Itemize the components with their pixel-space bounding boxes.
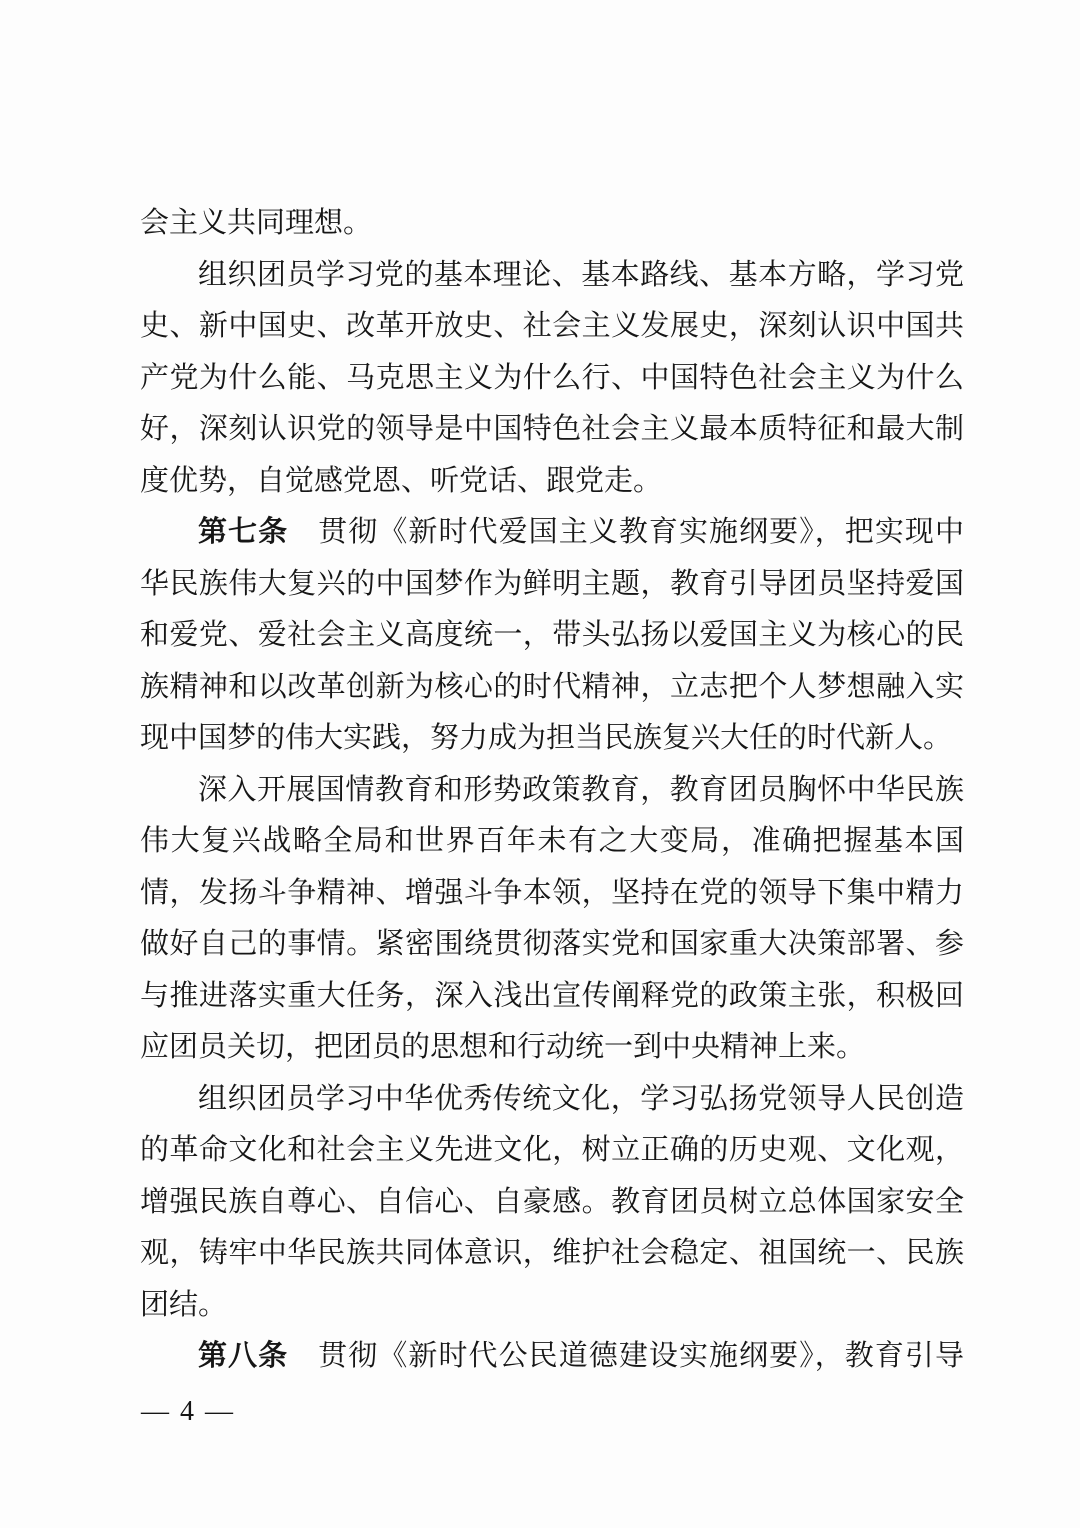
text-line: 情，发扬斗争精神、增强斗争本领，坚持在党的领导下集中精力	[140, 876, 964, 909]
text-line: 深入开展国情教育和形势政策教育，教育团员胸怀中华民族	[198, 773, 964, 806]
text-line: 组织团员学习党的基本理论、基本路线、基本方略，学习党	[198, 258, 964, 291]
text-line: 度优势，自觉感党恩、听党话、跟党走。	[140, 464, 663, 497]
text-run: 贯彻《新时代公民道德建设实施纲要》，教育引导	[317, 1340, 964, 1372]
text-line: 和爱党、爱社会主义高度统一，带头弘扬以爱国主义为核心的民	[140, 619, 964, 651]
text-line: 团结。	[140, 1288, 228, 1321]
text-line: 好，深刻认识党的领导是中国特色社会主义最本质特征和最大制	[140, 413, 964, 445]
text-line: 史、新中国史、改革开放史、社会主义发展史，深刻认识中国共	[140, 310, 964, 342]
text-line: 的革命文化和社会主义先进文化，树立正确的历史观、文化观，	[140, 1134, 964, 1166]
text-line: 应团员关切，把团员的思想和行动统一到中央精神上来。	[140, 1031, 866, 1063]
text-line: 与推进落实重大任务，深入浅出宣传阐释党的政策主张，积极回	[140, 979, 964, 1012]
text-line: 族精神和以改革创新为核心的时代精神，立志把个人梦想融入实	[140, 670, 964, 703]
text-line: 华民族伟大复兴的中国梦作为鲜明主题，教育引导团员坚持爱国	[140, 567, 964, 600]
text-line: 观，铸牢中华民族共同体意识，维护社会稳定、祖国统一、民族	[140, 1237, 964, 1269]
article-number: 第八条	[198, 1340, 289, 1372]
text-line: 做好自己的事情。紧密围绕贯彻落实党和国家重大决策部署、参	[140, 928, 964, 960]
text-line: 产党为什么能、马克思主义为什么行、中国特色社会主义为什么	[140, 361, 964, 394]
text-line: 会主义共同理想。	[140, 207, 373, 239]
article-number: 第七条	[198, 516, 289, 548]
text-line	[140, 507, 964, 559]
text-line: 增强民族自尊心、自信心、自豪感。教育团员树立总体国家安全	[140, 1185, 964, 1218]
text-line	[140, 1331, 964, 1383]
document-body	[140, 198, 964, 1383]
page-number: — 4 —	[141, 1396, 235, 1427]
text-line: 组织团员学习中华优秀传统文化，学习弘扬党领导人民创造	[198, 1082, 964, 1115]
text-line: 伟大复兴战略全局和世界百年未有之大变局，准确把握基本国	[140, 825, 964, 857]
text-run: 贯彻《新时代爱国主义教育实施纲要》，把实现中	[317, 516, 964, 548]
text-line: 现中国梦的伟大实践，努力成为担当民族复兴大任的时代新人。	[140, 722, 953, 754]
